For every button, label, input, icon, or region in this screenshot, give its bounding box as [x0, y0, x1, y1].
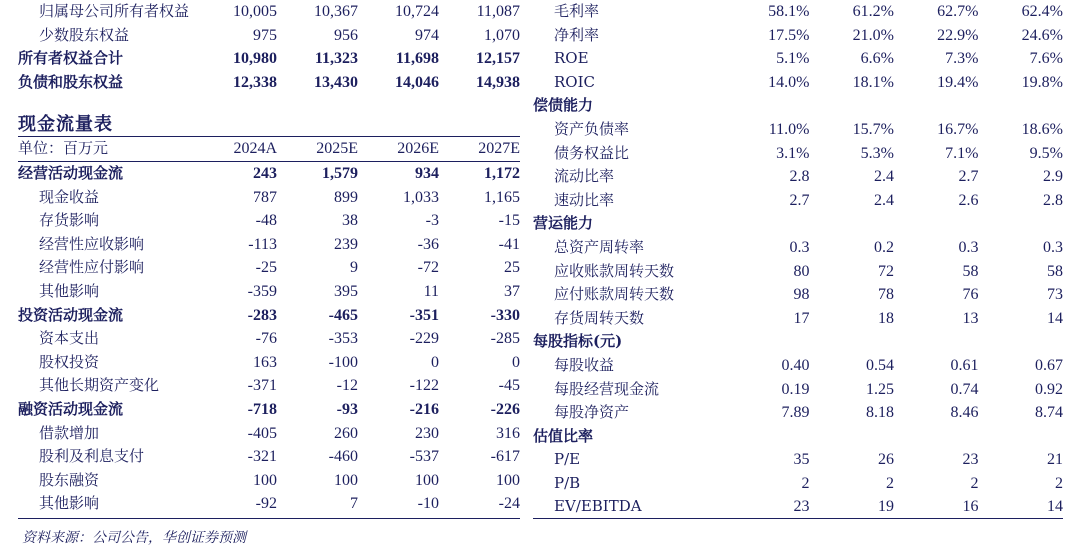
value-cell: 19: [878, 498, 894, 516]
ratios-panel: [533, 0, 1063, 519]
value-cell: 16.7%: [937, 120, 979, 138]
table-row: [18, 469, 520, 493]
value-cell: 26: [878, 451, 894, 469]
value-cell: 17.5%: [768, 26, 810, 44]
value-cell: 15.7%: [852, 120, 894, 138]
value-cell: 1,172: [484, 164, 520, 182]
table-row: [533, 401, 1063, 425]
value-cell: 8.18: [866, 404, 894, 422]
row-label: 应收账款周转天数: [554, 261, 675, 280]
value-cell: 260: [334, 424, 358, 442]
value-cell: 22.9%: [937, 26, 979, 44]
table-row: [18, 186, 520, 210]
table-row: [18, 492, 520, 516]
value-cell: -371: [247, 377, 277, 395]
value-cell: 80: [793, 262, 810, 280]
table-row: [18, 209, 520, 233]
value-cell: 0: [431, 353, 439, 371]
value-cell: 62.7%: [937, 3, 979, 20]
table-row: [533, 354, 1063, 378]
left-table: [18, 0, 520, 516]
value-cell: 25: [504, 259, 520, 277]
value-cell: -537: [409, 448, 439, 466]
row-label: 每股收益: [554, 355, 615, 374]
value-cell: 11,323: [314, 50, 358, 68]
unit-label: 单位：百万元: [18, 137, 196, 162]
value-cell: 899: [334, 188, 358, 206]
value-cell: 956: [334, 26, 358, 44]
value-cell: 13,430: [314, 73, 358, 91]
value-cell: [894, 425, 979, 449]
value-cell: [979, 330, 1064, 354]
value-cell: 21.0%: [852, 26, 894, 44]
value-cell: 0.19: [781, 380, 810, 398]
value-cell: 10,980: [233, 50, 277, 68]
value-cell: 14,046: [395, 73, 439, 91]
row-label: 每股净资产: [554, 403, 630, 422]
value-cell: -321: [247, 448, 277, 466]
value-cell: 2: [886, 474, 894, 492]
value-cell: -359: [247, 282, 277, 300]
value-cell: 37: [504, 282, 520, 300]
value-cell: 9.5%: [1029, 144, 1063, 162]
value-cell: 787: [253, 188, 277, 206]
value-cell: 18.1%: [852, 73, 894, 91]
table-row: [18, 24, 520, 48]
section-row: [533, 330, 1063, 354]
value-cell: 0.3: [1043, 238, 1063, 256]
value-cell: 0.54: [866, 356, 894, 374]
section-row: [533, 94, 1063, 118]
value-cell: -216: [409, 400, 439, 418]
value-cell: -48: [255, 212, 277, 230]
spacer-cell: [18, 94, 196, 106]
value-cell: 5.3%: [860, 144, 894, 162]
table-row: [533, 378, 1063, 402]
row-label: 总资产周转率: [554, 237, 645, 256]
value-cell: 2.8: [789, 168, 810, 186]
value-cell: 0: [512, 353, 520, 371]
value-cell: -93: [336, 400, 358, 418]
value-cell: 0.40: [781, 356, 810, 374]
value-cell: 2.8: [1043, 191, 1063, 209]
table-row: [18, 256, 520, 280]
table-row: [18, 47, 520, 71]
value-cell: [979, 425, 1064, 449]
value-cell: 2: [970, 474, 979, 492]
value-cell: 13: [962, 309, 979, 327]
value-cell: 19.8%: [1021, 73, 1063, 91]
row-label: 速动比率: [554, 190, 615, 209]
table-row: [533, 448, 1063, 472]
value-cell: -330: [490, 306, 520, 324]
row-label: 资本支出: [39, 329, 100, 348]
table-row: [533, 118, 1063, 142]
value-cell: 0.67: [1035, 356, 1063, 374]
value-cell: -24: [498, 495, 520, 513]
value-cell: 0.74: [950, 380, 979, 398]
value-cell: 12,157: [476, 50, 520, 68]
row-label: P/E: [554, 450, 581, 469]
value-cell: 0.3: [958, 238, 979, 256]
row-label: 其他影响: [39, 281, 100, 300]
value-cell: 230: [415, 424, 439, 442]
section-row: [533, 212, 1063, 236]
row-label: 净利率: [554, 25, 600, 44]
value-cell: -92: [255, 495, 277, 513]
row-label: 现金收益: [39, 187, 100, 206]
value-cell: 5.1%: [776, 50, 810, 68]
value-cell: 1,579: [322, 164, 358, 182]
spacer-row: [18, 94, 520, 106]
table-row: [533, 260, 1063, 284]
value-cell: 72: [878, 262, 894, 280]
table-row: [18, 398, 520, 422]
value-cell: 100: [334, 471, 358, 489]
value-cell: [725, 425, 810, 449]
table-row: [18, 351, 520, 375]
value-cell: 14.0%: [768, 73, 810, 91]
value-cell: 21: [1047, 451, 1063, 469]
row-label: 少数股东权益: [39, 25, 130, 44]
value-cell: 24.6%: [1021, 26, 1063, 44]
value-cell: [894, 330, 979, 354]
value-cell: [894, 212, 979, 236]
value-cell: 17: [793, 309, 810, 327]
value-cell: 100: [496, 471, 520, 489]
year-header: 2026E: [358, 137, 439, 162]
year-header: 2024A: [196, 137, 277, 162]
value-cell: 975: [253, 26, 277, 44]
value-cell: 73: [1047, 286, 1063, 304]
value-cell: 2.6: [958, 191, 979, 209]
row-label: 存货影响: [39, 211, 100, 230]
row-label: 经营性应付影响: [39, 258, 145, 277]
value-cell: 7.1%: [945, 144, 979, 162]
table-row: [18, 327, 520, 351]
value-cell: 78: [878, 286, 894, 304]
row-label: ROIC: [554, 72, 595, 91]
value-cell: 7: [350, 495, 358, 513]
value-cell: -718: [247, 400, 277, 418]
table-row: [533, 472, 1063, 496]
value-cell: 1.25: [866, 380, 894, 398]
value-cell: -617: [490, 448, 520, 466]
value-cell: 76: [962, 286, 979, 304]
left-financial-panel: [18, 0, 520, 516]
value-cell: 16: [962, 498, 979, 516]
section-label: 偿债能力: [533, 96, 594, 115]
table-row: [18, 304, 520, 328]
value-cell: 2.4: [874, 168, 894, 186]
value-cell: 11: [423, 282, 439, 300]
row-label: 流动比率: [554, 167, 615, 186]
table-row: [533, 236, 1063, 260]
value-cell: 8.74: [1035, 404, 1063, 422]
value-cell: 1,070: [484, 26, 520, 44]
value-cell: -100: [328, 353, 358, 371]
value-cell: 100: [415, 471, 439, 489]
value-cell: 23: [962, 451, 979, 469]
spacer-cell: [196, 94, 277, 106]
value-cell: 6.6%: [860, 50, 894, 68]
value-cell: 243: [253, 164, 277, 182]
value-cell: -45: [498, 377, 520, 395]
section-label: 营运能力: [533, 214, 594, 233]
row-label: 毛利率: [554, 2, 600, 20]
value-cell: -15: [498, 212, 520, 230]
value-cell: -72: [417, 259, 439, 277]
value-cell: [810, 330, 895, 354]
left-bottom-rule: [18, 518, 520, 519]
value-cell: [725, 94, 810, 118]
ratios-table: [533, 0, 1063, 519]
value-cell: [725, 212, 810, 236]
value-cell: [894, 94, 979, 118]
value-cell: -122: [409, 377, 439, 395]
value-cell: 395: [334, 282, 358, 300]
row-label: 股利及利息支付: [39, 447, 145, 466]
value-cell: -351: [409, 306, 439, 324]
table-row: [533, 307, 1063, 331]
table-row: [18, 422, 520, 446]
value-cell: 2.9: [1043, 168, 1063, 186]
table-row: [533, 24, 1063, 48]
row-label: 资产负债率: [554, 119, 630, 138]
row-label: 负债和股东权益: [18, 72, 124, 91]
spacer-cell: [439, 94, 520, 106]
table-row: [533, 0, 1063, 24]
row-label: P/B: [554, 473, 581, 492]
value-cell: [979, 94, 1064, 118]
value-cell: 0.92: [1035, 380, 1063, 398]
value-cell: -353: [328, 330, 358, 348]
right-bottom-rule: [533, 518, 1063, 519]
source-note: 资料来源：公司公告，华创证券预测: [22, 530, 246, 546]
row-label: 经营活动现金流: [18, 163, 124, 182]
value-cell: -283: [247, 306, 277, 324]
row-label: 经营性应收影响: [39, 234, 145, 253]
value-cell: 14,938: [476, 73, 520, 91]
value-cell: -226: [490, 400, 520, 418]
value-cell: 14: [1047, 498, 1063, 516]
value-cell: -36: [417, 235, 439, 253]
value-cell: -25: [255, 259, 277, 277]
value-cell: -465: [328, 306, 358, 324]
value-cell: 0.2: [874, 238, 894, 256]
value-cell: 58: [1047, 262, 1063, 280]
value-cell: 11,087: [476, 3, 520, 20]
row-label: 存货周转天数: [554, 308, 645, 327]
value-cell: [810, 425, 895, 449]
value-cell: 3.1%: [776, 144, 810, 162]
value-cell: 61.2%: [852, 3, 894, 20]
value-cell: 23: [793, 498, 810, 516]
value-cell: -405: [247, 424, 277, 442]
cashflow-title: 现金流量表: [18, 113, 113, 135]
row-label: 每股经营现金流: [554, 379, 660, 398]
row-label: 归属母公司所有者权益: [39, 2, 190, 20]
spacer-cell: [358, 94, 439, 106]
table-row: [18, 71, 520, 95]
spacer-cell: [277, 94, 358, 106]
value-cell: 2.4: [874, 191, 894, 209]
value-cell: 2: [1055, 474, 1063, 492]
value-cell: 0.3: [789, 238, 810, 256]
value-cell: 7.3%: [945, 50, 979, 68]
value-cell: 58: [962, 262, 979, 280]
value-cell: 9: [350, 259, 358, 277]
table-row: [533, 495, 1063, 519]
value-cell: [979, 212, 1064, 236]
value-cell: [725, 330, 810, 354]
value-cell: 1,165: [484, 188, 520, 206]
value-cell: -460: [328, 448, 358, 466]
value-cell: 2.7: [958, 168, 979, 186]
row-label: EV/EBITDA: [554, 497, 642, 516]
value-cell: -3: [425, 212, 439, 230]
table-row: [18, 445, 520, 469]
section-label: 每股指标(元): [533, 332, 623, 351]
value-cell: 934: [415, 164, 439, 182]
table-row: [533, 71, 1063, 95]
value-cell: 10,724: [395, 3, 439, 20]
value-cell: 62.4%: [1021, 3, 1063, 20]
value-cell: -229: [409, 330, 439, 348]
table-row: [533, 165, 1063, 189]
row-label: 股权投资: [39, 352, 100, 371]
table-row: [533, 189, 1063, 213]
value-cell: -113: [248, 235, 277, 253]
value-cell: 10,367: [314, 3, 358, 20]
value-cell: -10: [417, 495, 439, 513]
value-cell: 316: [496, 424, 520, 442]
section-row: [533, 425, 1063, 449]
value-cell: 974: [415, 26, 439, 44]
table-row: [533, 283, 1063, 307]
row-label: 应付账款周转天数: [554, 285, 675, 304]
value-cell: 19.4%: [937, 73, 979, 91]
row-label: ROE: [554, 49, 589, 68]
value-cell: 35: [793, 451, 810, 469]
section-label: 估值比率: [533, 426, 594, 445]
value-cell: -12: [336, 377, 358, 395]
value-cell: 8.46: [950, 404, 979, 422]
value-cell: -76: [255, 330, 277, 348]
table-row: [533, 47, 1063, 71]
table-row: [533, 142, 1063, 166]
value-cell: 2: [801, 474, 810, 492]
year-header: 2025E: [277, 137, 358, 162]
value-cell: 10,005: [233, 3, 277, 20]
value-cell: 7.6%: [1029, 50, 1063, 68]
table-row: [18, 280, 520, 304]
header-row: [18, 137, 520, 162]
value-cell: 239: [334, 235, 358, 253]
value-cell: 38: [342, 212, 358, 230]
row-label: 融资活动现金流: [18, 399, 124, 418]
table-row: [18, 161, 520, 185]
value-cell: 11,698: [395, 50, 439, 68]
value-cell: 163: [253, 353, 277, 371]
value-cell: -285: [490, 330, 520, 348]
value-cell: 11.0%: [768, 120, 810, 138]
value-cell: 58.1%: [768, 3, 810, 20]
year-header: 2027E: [439, 137, 520, 162]
value-cell: 0.61: [950, 356, 979, 374]
row-label: 所有者权益合计: [18, 49, 124, 68]
value-cell: 2.7: [789, 191, 810, 209]
section-title-row: [18, 106, 520, 137]
value-cell: 1,033: [403, 188, 439, 206]
row-label: 债务权益比: [554, 143, 630, 162]
row-label: 其他影响: [39, 494, 100, 513]
row-label: 股东融资: [39, 470, 100, 489]
row-label: 借款增加: [39, 423, 100, 442]
value-cell: 18.6%: [1021, 120, 1063, 138]
value-cell: 14: [1047, 309, 1063, 327]
value-cell: 18: [878, 309, 894, 327]
table-row: [18, 233, 520, 257]
value-cell: -41: [498, 235, 520, 253]
value-cell: [810, 212, 895, 236]
row-label: 其他长期资产变化: [39, 376, 160, 395]
value-cell: 98: [793, 286, 810, 304]
value-cell: [810, 94, 895, 118]
table-row: [18, 374, 520, 398]
value-cell: 7.89: [781, 404, 810, 422]
value-cell: 100: [253, 471, 277, 489]
row-label: 投资活动现金流: [18, 305, 124, 324]
value-cell: 12,338: [233, 73, 277, 91]
table-row: [18, 0, 520, 24]
